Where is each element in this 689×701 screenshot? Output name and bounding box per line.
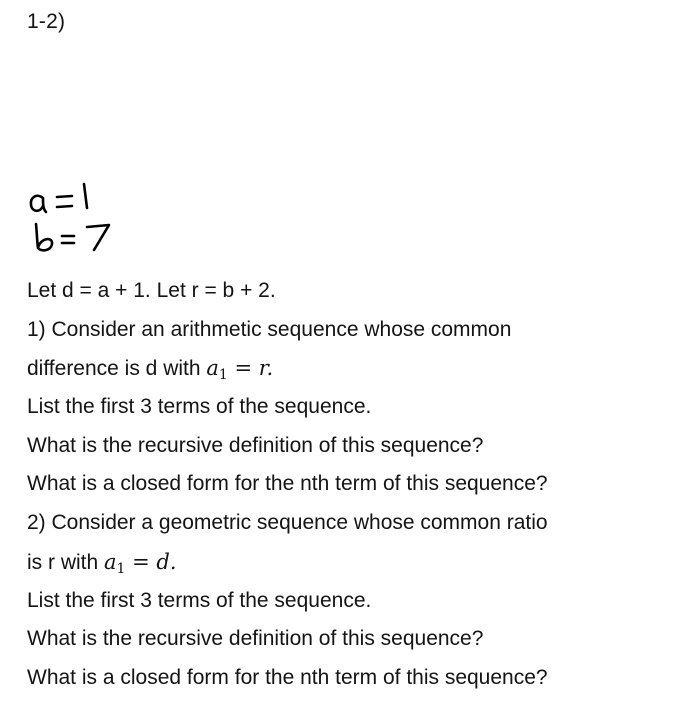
q2-line-2-text: is r with bbox=[27, 550, 105, 574]
handwritten-values bbox=[28, 178, 128, 258]
q2-line-1: 2) Consider a geometric sequence whose common ratio bbox=[27, 511, 548, 535]
handwritten-a-equals-1 bbox=[31, 184, 87, 212]
problem-text bbox=[27, 275, 677, 701]
q1-closed-form-prompt: What is a closed form for the nth term of this sequence? bbox=[27, 472, 548, 496]
q1-line-2 bbox=[27, 352, 677, 391]
q1-line-1: 1) Consider an arithmetic sequence whose common bbox=[27, 317, 512, 341]
q2-line-2 bbox=[27, 546, 677, 585]
handwritten-b-equals-7 bbox=[36, 224, 109, 250]
q2-first-terms-prompt: List the first 3 terms of the sequence. bbox=[27, 588, 372, 612]
intro-definitions: Let d = a + 1. Let r = b + 2. bbox=[27, 279, 276, 302]
q2-initial-term-formula: $a_1 = d$. bbox=[104, 549, 177, 577]
q1-first-terms-prompt: List the first 3 terms of the sequence. bbox=[27, 395, 372, 419]
q2-closed-form-prompt: What is a closed form for the nth term of this sequence? bbox=[27, 665, 548, 689]
q2-recursive-prompt: What is the recursive definition of this sequence? bbox=[27, 627, 484, 651]
problem-number-heading: 1-2) bbox=[27, 10, 66, 33]
q1-initial-term-formula: $a_1 = r$. bbox=[206, 356, 274, 384]
q1-recursive-prompt: What is the recursive definition of this sequence? bbox=[27, 433, 484, 457]
q1-line-2-text: difference is d with bbox=[27, 357, 207, 381]
